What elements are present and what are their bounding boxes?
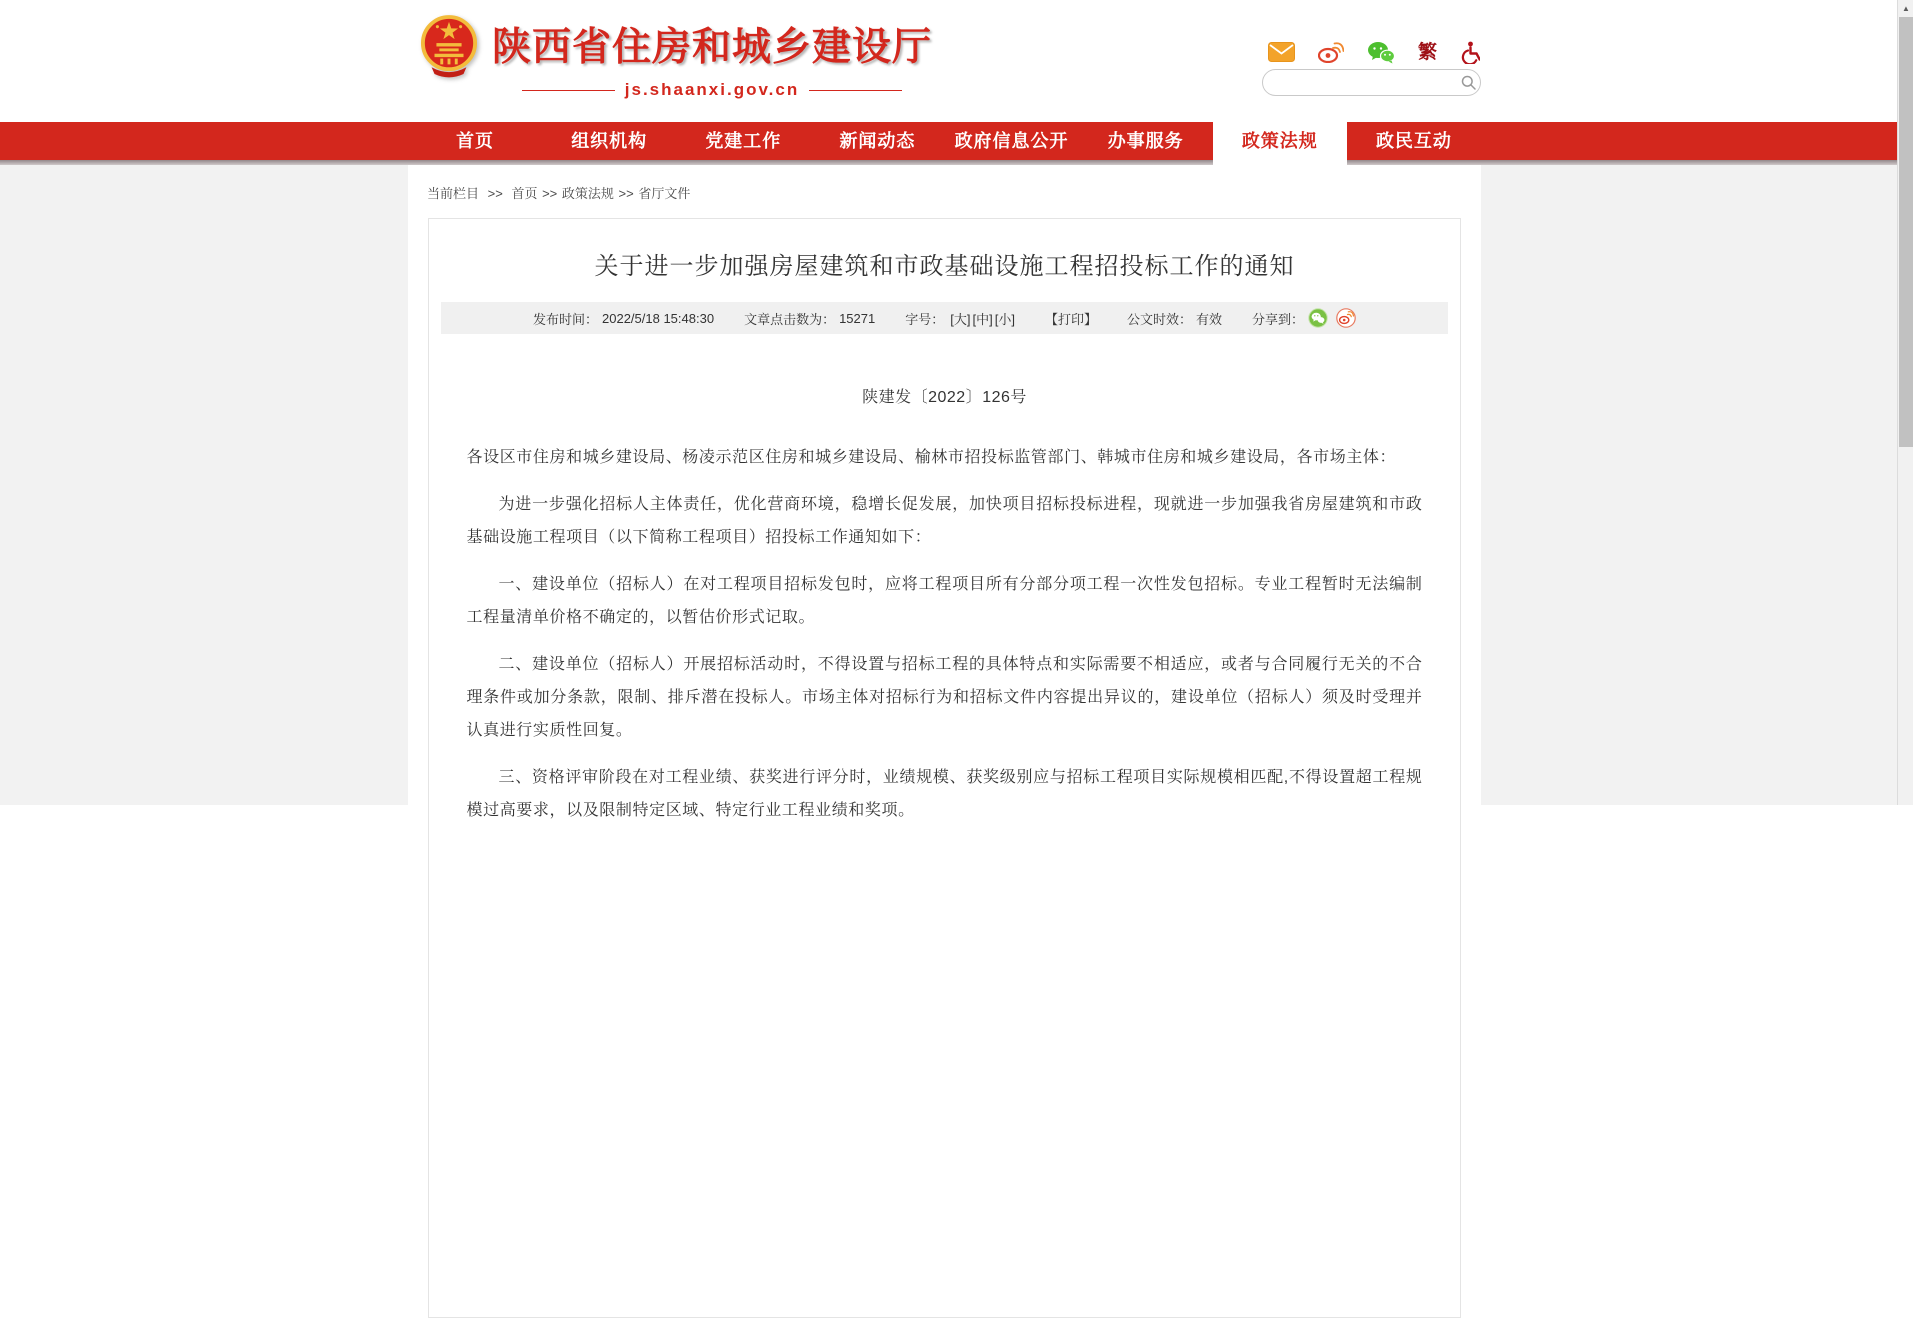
nav-list <box>408 122 1481 160</box>
article-title: 关于进一步加强房屋建筑和市政基础设施工程招投标工作的通知 <box>594 253 1295 280</box>
nav-item-1[interactable]: 组织机构 <box>571 131 648 151</box>
weibo-icon[interactable] <box>1318 41 1344 63</box>
quick-icons <box>1268 38 1480 66</box>
body-paragraph-3: 二、建设单位（招标人）开展招标活动时，不得设置与招标工程的具体特点和实际需要不相适应，或者与合同履行无关的不合理条件或加分条款，限制、排斥潜在投标人。市场主体对招标行为和招标文件内容提出异议的，建设单位（招标人）须及时受理并认真进行实质性回复。 <box>466 656 1423 739</box>
search-box <box>1262 69 1481 96</box>
scroll-up-arrow-icon[interactable]: ▲ <box>1902 3 1910 13</box>
breadcrumb-separator: >> <box>487 186 503 201</box>
body-paragraph-1: 为进一步强化招标人主体责任，优化营商环境，稳增长促发展，加快项目招标投标进程，现就进一步加强我省房屋建筑和市政基础设施工程项目（以下简称工程项目）招投标工作通知如下： <box>466 496 1423 546</box>
vertical-scrollbar[interactable] <box>1897 0 1913 805</box>
site-title: 陕西省住房和城乡建设厅 <box>492 26 933 69</box>
breadcrumb-separator: >> <box>542 186 558 201</box>
share-row <box>1252 308 1356 328</box>
body-paragraph-4: 三、资格评审阶段在对工程业绩、获奖进行评分时，业绩规模、获奖级别应与招标工程项目实际规模相匹配,不得设置超工程规模过高要求，以及限制特定区域、特定行业工程业绩和奖项。 <box>466 769 1423 819</box>
breadcrumb <box>427 183 690 202</box>
site-url-row <box>522 80 902 100</box>
validity <box>1127 309 1222 328</box>
publish-time-value: 2022/5/18 15:48:30 <box>602 310 715 326</box>
font-size-switch <box>905 309 1015 328</box>
national-emblem-logo <box>420 13 478 79</box>
nav-item-0[interactable]: 首页 <box>456 131 495 151</box>
font-size-links <box>948 309 1015 328</box>
share-wechat-icon[interactable] <box>1308 308 1328 328</box>
site-url: js.shaanxi.gov.cn <box>624 80 800 99</box>
body-paragraph-0: 各设区市住房和城乡建设局、杨凌示范区住房和城乡建设局、榆林市招投标监管部门、韩城市住房和城乡建设局，各市场主体： <box>466 449 1397 466</box>
publish-time <box>533 309 714 328</box>
nav-item-5[interactable]: 办事服务 <box>1107 131 1184 151</box>
mail-icon[interactable] <box>1268 42 1295 62</box>
accessibility-icon[interactable] <box>1460 41 1480 64</box>
paragraphs <box>467 441 1423 827</box>
share-label: 分享到： <box>1252 311 1305 327</box>
publish-time-label: 发布时间： <box>532 311 598 327</box>
share-weibo-icon[interactable] <box>1336 308 1356 328</box>
font-size-label: 字号： <box>905 311 945 327</box>
breadcrumb-leaf[interactable]: 省厅文件 <box>638 186 691 201</box>
search-icon[interactable] <box>1457 70 1480 95</box>
search-input[interactable] <box>1263 71 1457 94</box>
rule-left <box>522 90 615 91</box>
hit-count-value: 15271 <box>839 310 876 326</box>
nav-item-6[interactable]: 政策法规 <box>1213 122 1347 167</box>
main-nav <box>0 122 1897 160</box>
article-card <box>428 218 1461 1318</box>
article-body <box>467 384 1423 827</box>
breadcrumb-section[interactable]: 政策法规 <box>561 186 614 201</box>
body-paragraph-2: 一、建设单位（招标人）在对工程项目招标发包时，应将工程项目所有分部分项工程一次性发包招标。专业工程暂时无法编制工程量清单价格不确定的，以暂估价形式记取。 <box>466 576 1423 626</box>
site-branding <box>492 16 932 100</box>
site-header <box>0 0 1897 122</box>
rule-right <box>809 90 902 91</box>
traditional-toggle[interactable]: 繁 <box>1417 41 1437 63</box>
breadcrumb-separator: >> <box>618 186 634 201</box>
font-size-option-2[interactable]: [小] <box>994 311 1015 327</box>
scrollbar-thumb[interactable] <box>1899 17 1913 447</box>
breadcrumb-label: 当前栏目 <box>427 186 480 201</box>
hit-count-label: 文章点击数为： <box>744 311 836 327</box>
nav-item-4[interactable]: 政府信息公开 <box>954 131 1069 151</box>
nav-item-3[interactable]: 新闻动态 <box>839 131 916 151</box>
print-button[interactable]: 【打印】 <box>1044 311 1097 327</box>
validity-label: 公文时效： <box>1126 311 1192 327</box>
font-size-option-1[interactable]: [中] <box>972 311 993 327</box>
nav-shadow <box>0 160 1897 165</box>
share-icons <box>1308 308 1356 328</box>
breadcrumb-home[interactable]: 首页 <box>511 186 538 201</box>
font-size-option-0[interactable]: [大] <box>950 311 971 327</box>
wechat-icon[interactable] <box>1367 41 1395 64</box>
doc-number: 陕建发〔2022〕126号 <box>862 389 1027 406</box>
validity-value: 有效 <box>1195 311 1222 327</box>
nav-item-2[interactable]: 党建工作 <box>705 131 782 151</box>
hit-count <box>744 309 875 328</box>
article-meta-bar <box>441 302 1448 334</box>
nav-item-7[interactable]: 政民互动 <box>1375 131 1452 151</box>
